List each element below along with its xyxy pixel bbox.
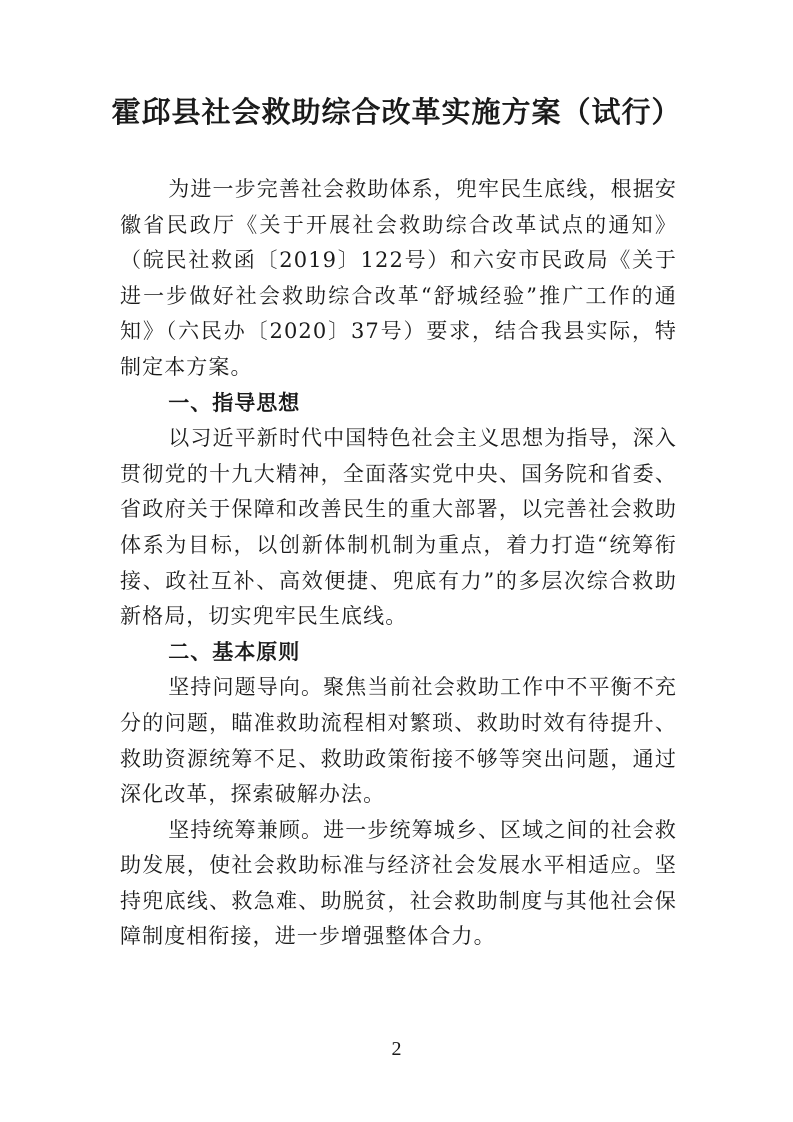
document-body bbox=[120, 172, 677, 955]
guiding-ideology-paragraph: 以习近平新时代中国特色社会主义思想为指导，深入贯彻党的十九大精神，全面落实党中央、国务院和省委、省政府关于保障和改善民生的重大部署，以完善社会救助体系为目标，以创新体制机制为重点，着力打造“统筹衔接、政社互补、高效便捷、兜底有力”的多层次综合救助新格局，切实兜牢民生底线。 bbox=[120, 426, 677, 629]
section-heading-basic-principles: 二、基本原则 bbox=[168, 639, 301, 664]
document-title: 霍邱县社会救助综合改革实施方案（试行） bbox=[111, 95, 682, 129]
page-number: 2 bbox=[391, 1038, 402, 1060]
section-heading-guiding-ideology: 一、指导思想 bbox=[168, 390, 301, 415]
intro-paragraph: 为进一步完善社会救助体系，兜牢民生底线，根据安徽省民政厅《关于开展社会救助综合改革试点的通知》（皖民社救函〔2019〕122号）和六安市民政局《关于进一步做好社会救助综合改革“舒城经验”推广工作的通知》（六民办〔2020〕37号）要求，结合我县实际，特制定本方案。 bbox=[120, 177, 677, 379]
principle-overall-planning-paragraph: 坚持统筹兼顾。进一步统筹城乡、区域之间的社会救助发展，使社会救助标准与经济社会发展水平相适应。坚持兜底线、救急难、助脱贫，社会救助制度与其他社会保障制度相衔接，进一步增强整体合力。 bbox=[120, 817, 677, 949]
principle-problem-oriented-paragraph: 坚持问题导向。聚焦当前社会救助工作中不平衡不充分的问题，瞄准救助流程相对繁琐、救助时效有待提升、救助资源统筹不足、救助政策衔接不够等突出问题，通过深化改革，探索破解办法。 bbox=[120, 675, 677, 807]
